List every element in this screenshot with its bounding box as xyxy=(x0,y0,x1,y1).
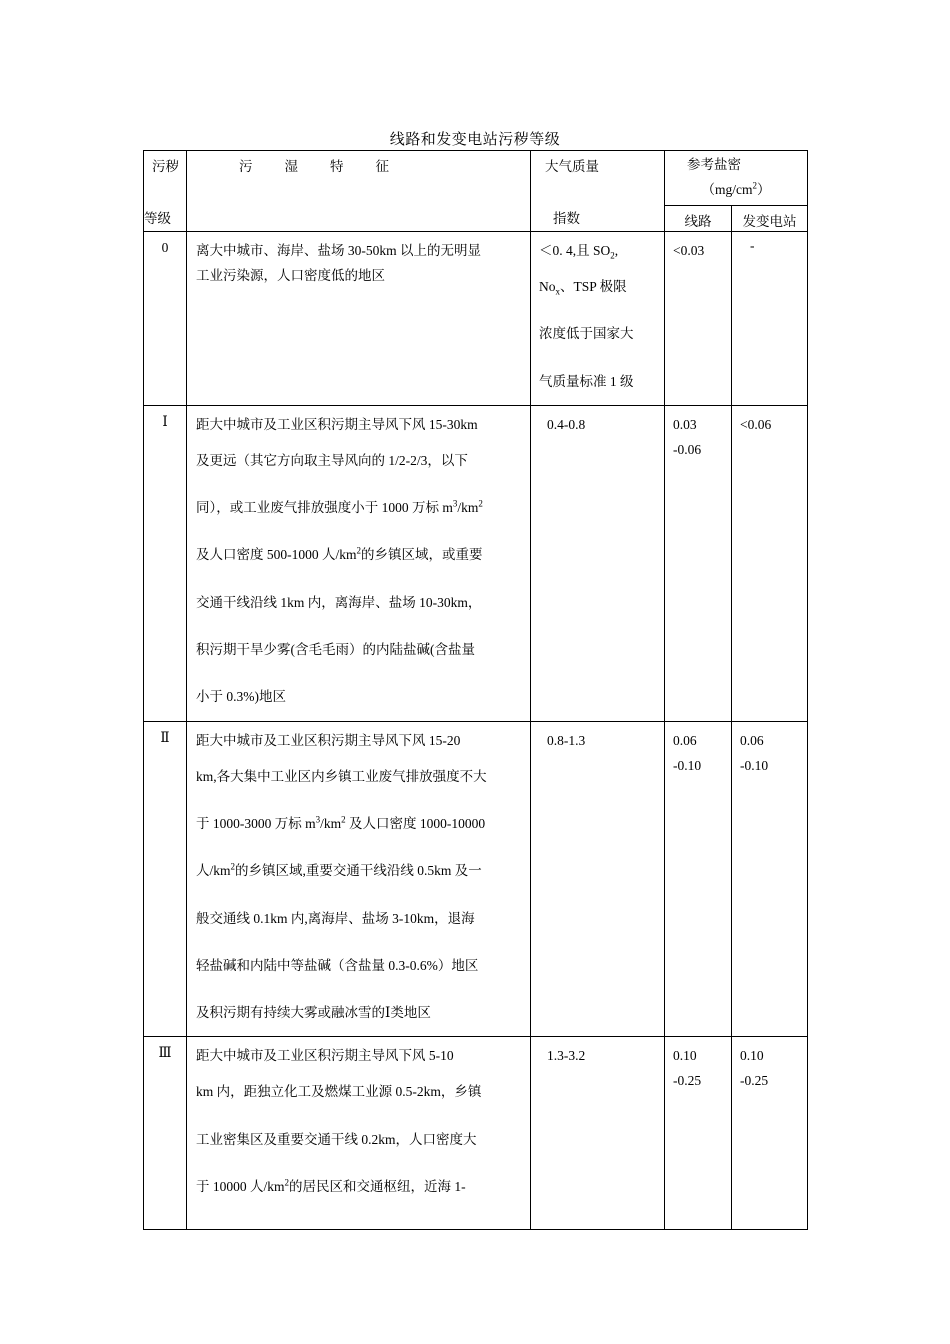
desc-line: 离大中城市、海岸、盐场 30-50km 以上的无明显 xyxy=(196,243,481,258)
air-quality-cell: 0.8-1.3 xyxy=(531,721,665,1037)
header-char-2: 湿 xyxy=(284,159,298,174)
desc-line: km,各大集中工业区内乡镇工业废气排放强度不大 xyxy=(196,768,487,784)
line-salt-value: 0.06 xyxy=(673,732,697,748)
desc-line: 及更远（其它方向取主导风向的 1/2-2/3，以下 xyxy=(196,452,468,468)
line-salt-value: -0.10 xyxy=(673,757,702,773)
table-row xyxy=(144,232,808,406)
line-salt-cell xyxy=(665,721,732,1037)
station-salt-value: -0.10 xyxy=(740,757,769,773)
line-salt-value: 0.10 xyxy=(673,1048,697,1064)
desc-line: 及积污期有持续大雾或融冰雪的Ⅰ类地区 xyxy=(196,1005,431,1021)
header-level-bottom: 等级 xyxy=(144,211,171,226)
desc-line: 工业污染源，人口密度低的地区 xyxy=(196,268,385,283)
station-salt-value: -0.25 xyxy=(740,1073,769,1089)
header-salt-unit: $(mg/cm^2)$ xyxy=(701,180,771,197)
desc-line: 距大中城市及工业区积污期主导风下风 5-10 xyxy=(196,1048,454,1064)
header-char-1: 污 xyxy=(239,159,253,174)
level-cell: Ⅰ xyxy=(144,405,187,721)
line-salt-value: -0.25 xyxy=(673,1073,702,1089)
desc-line: 同），或工业废气排放强度小于 1000 万标 $m^3/km^2$ xyxy=(196,498,483,516)
air-quality-cell xyxy=(531,232,665,406)
header-station: 发变电站 xyxy=(732,206,808,232)
line-salt-cell: <0.03 xyxy=(665,232,732,406)
station-salt-cell xyxy=(732,1037,808,1230)
desc-line: 积污期干旱少雾(含毛毛雨）的内陆盐碱(含盐量 xyxy=(196,642,475,658)
desc-line: 于 10000 人$/km^2$的居民区和交通枢纽，近海 1- xyxy=(196,1177,466,1195)
desc-line: 距大中城市及工业区积污期主导风下风 15-30km xyxy=(196,416,478,432)
header-row xyxy=(144,151,808,206)
station-salt-cell xyxy=(732,721,808,1037)
header-air-top: 大气质量 xyxy=(545,159,599,174)
description-cell xyxy=(187,405,531,721)
level-cell: Ⅱ xyxy=(144,721,187,1037)
desc-line: 于 1000-3000 万标 $m^3/km^2$ 及人口密度 1000-10000 xyxy=(196,814,486,831)
station-salt-cell: <0.06 xyxy=(732,405,808,721)
air-line: $No_x$、TSP 极限 xyxy=(539,279,627,297)
table-row xyxy=(144,721,808,1037)
page-title: 线路和发变电站污秽等级 xyxy=(389,132,561,148)
header-air-quality xyxy=(531,151,665,232)
header-line: 线路 xyxy=(665,206,732,232)
station-salt-value: 0.06 xyxy=(740,732,764,748)
line-salt-value: 0.03 xyxy=(673,416,697,432)
air-quality-cell: 0.4-0.8 xyxy=(531,405,665,721)
header-characteristics xyxy=(187,151,531,232)
header-salt-density xyxy=(665,151,808,206)
station-salt-value: 0.10 xyxy=(740,1048,764,1064)
header-level-top: 污秽 xyxy=(152,159,179,174)
desc-line: 轻盐碱和内陆中等盐碱（含盐量 0.3-0.6%）地区 xyxy=(196,957,479,973)
pollution-level-table xyxy=(143,150,808,1230)
level-cell: Ⅲ xyxy=(144,1037,187,1230)
header-char-4: 征 xyxy=(375,159,389,174)
desc-line: 距大中城市及工业区积污期主导风下风 15-20 xyxy=(196,732,461,748)
header-level xyxy=(144,151,187,232)
air-line: 气质量标准 1 级 xyxy=(539,373,634,389)
header-salt-title: 参考盐密 xyxy=(687,157,741,172)
description-cell xyxy=(187,1037,531,1230)
desc-line: 人$/km^2$的乡镇区域,重要交通干线沿线 0.5km 及一 xyxy=(196,861,482,879)
desc-line: 交通干线沿线 1km 内，离海岸、盐场 10-30km， xyxy=(196,594,482,610)
line-salt-cell xyxy=(665,1037,732,1230)
air-quality-cell: 1.3-3.2 xyxy=(531,1037,665,1230)
level-cell: 0 xyxy=(144,232,187,406)
desc-line: 工业密集区及重要交通干线 0.2km，人口密度大 xyxy=(196,1131,477,1147)
station-salt-cell: - xyxy=(732,232,808,406)
air-line: 浓度低于国家大 xyxy=(539,326,634,342)
desc-line: km 内，距独立化工及燃煤工业源 0.5-2km，乡镇 xyxy=(196,1084,482,1100)
header-char-3: 特 xyxy=(330,159,344,174)
desc-line: 小于 0.3%)地区 xyxy=(196,689,286,705)
description-cell xyxy=(187,721,531,1037)
table-row xyxy=(144,405,808,721)
table-row xyxy=(144,1037,808,1230)
header-air-bottom: 指数 xyxy=(553,211,580,226)
line-salt-cell xyxy=(665,405,732,721)
air-line: ＜0. 4,且 $SO_2$, xyxy=(539,243,619,261)
desc-line: 般交通线 0.1km 内,离海岸、盐场 3-10km，退海 xyxy=(196,910,475,926)
line-salt-value: -0.06 xyxy=(673,441,702,457)
desc-line: 及人口密度 500-1000 人$/km^2$的乡镇区域，或重要 xyxy=(196,545,483,563)
description-cell xyxy=(187,232,531,406)
